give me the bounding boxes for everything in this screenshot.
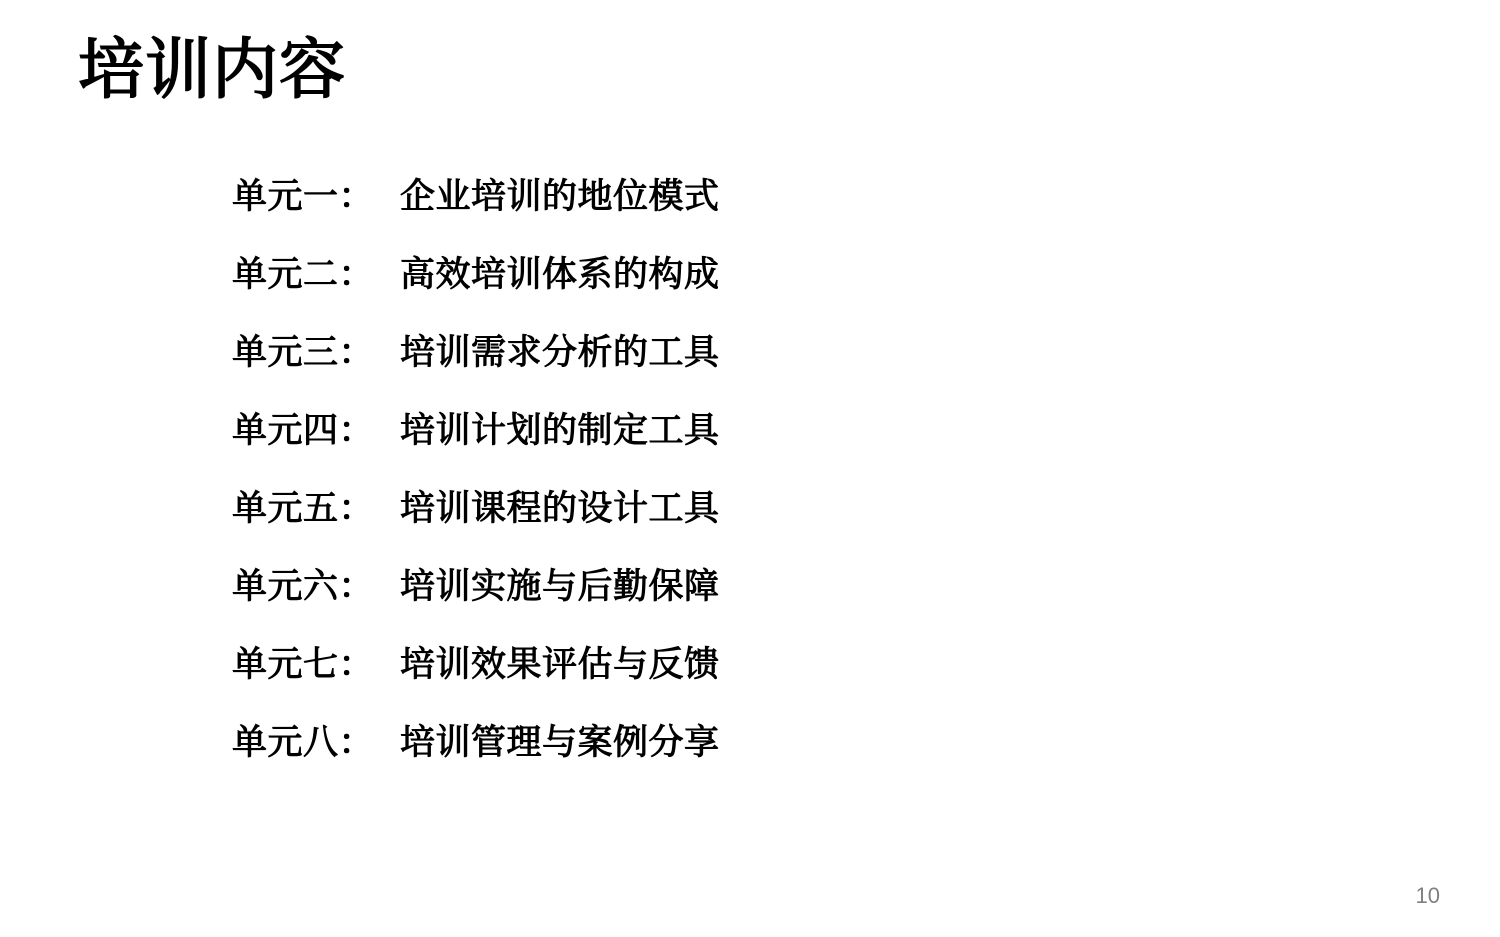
unit-label: 单元四： <box>232 411 375 450</box>
unit-label: 单元三： <box>232 333 375 372</box>
unit-text: 培训计划的制定工具 <box>400 411 720 450</box>
list-item <box>232 644 1132 686</box>
list-item <box>232 722 1132 764</box>
unit-label: 单元一： <box>232 177 375 216</box>
list-item <box>232 566 1132 608</box>
page-number: 10 <box>1415 883 1440 908</box>
unit-label: 单元五： <box>232 489 375 528</box>
unit-text: 培训实施与后勤保障 <box>400 567 720 606</box>
list-item <box>232 254 1132 296</box>
unit-text: 培训效果评估与反馈 <box>400 645 720 684</box>
unit-text: 培训课程的设计工具 <box>400 489 720 528</box>
unit-text: 培训需求分析的工具 <box>400 333 720 372</box>
list-item <box>232 410 1132 452</box>
unit-label: 单元八： <box>232 723 375 762</box>
unit-text: 高效培训体系的构成 <box>400 255 720 294</box>
unit-label: 单元二： <box>232 255 375 294</box>
unit-label: 单元六： <box>232 567 375 606</box>
unit-list <box>232 176 1132 764</box>
unit-text: 企业培训的地位模式 <box>400 177 720 216</box>
list-item <box>232 176 1132 218</box>
unit-label: 单元七： <box>232 645 375 684</box>
unit-text: 培训管理与案例分享 <box>400 723 720 762</box>
list-item <box>232 488 1132 530</box>
list-item <box>232 332 1132 374</box>
page-title: 培训内容 <box>78 32 346 106</box>
